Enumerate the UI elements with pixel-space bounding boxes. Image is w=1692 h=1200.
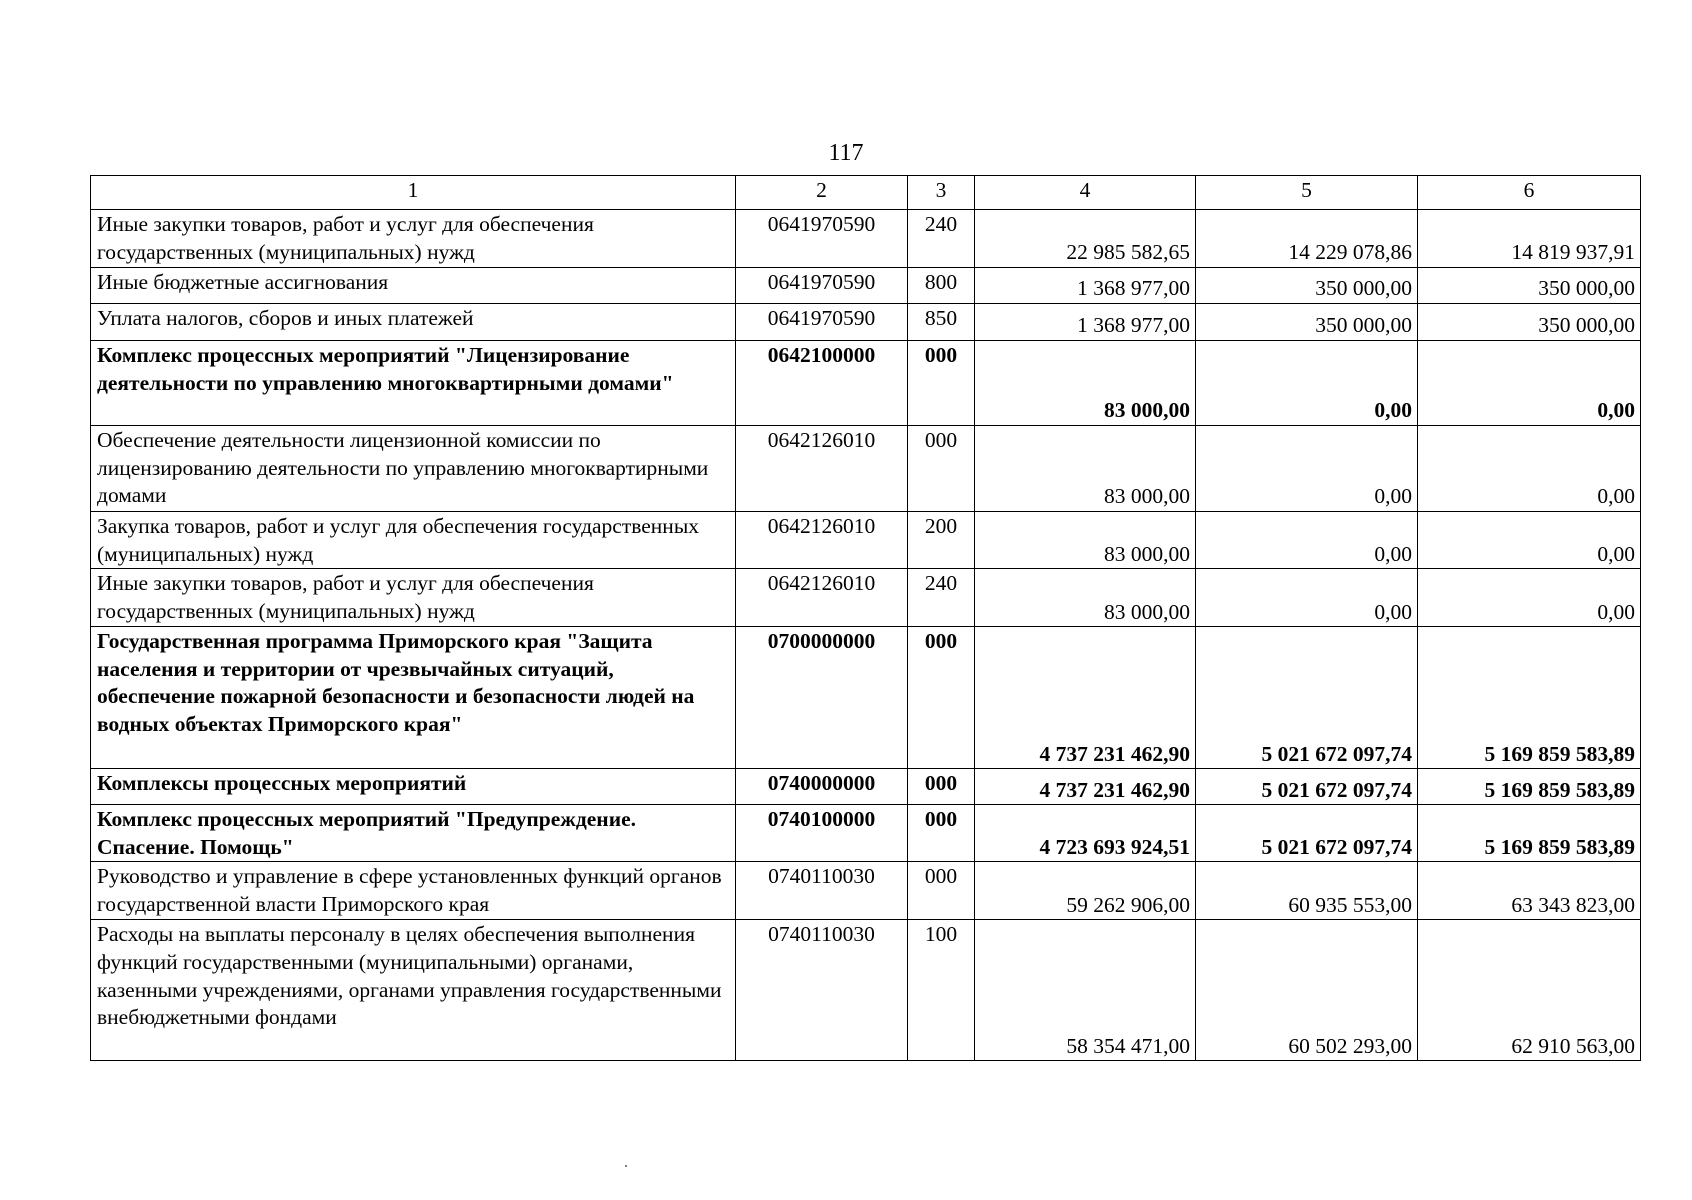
row-amount-col4: 4 723 693 924,51 [975, 805, 1196, 862]
row-amount-col4: 83 000,00 [975, 512, 1196, 569]
row-name: Комплекс процессных мероприятий "Предупреждение. Спасение. Помощь" [91, 805, 736, 862]
row-amount-col5: 0,00 [1196, 341, 1418, 426]
row-code: 0740110030 [736, 862, 908, 920]
row-expense-type: 000 [908, 627, 975, 769]
row-amount-col5: 5 021 672 097,74 [1196, 769, 1418, 805]
row-name: Расходы на выплаты персоналу в целях обеспечения выполнения функций государственными (муниципальными) органами, казенными учреждениями, органами управления государственными внебюджетными фондами [91, 920, 736, 1061]
row-amount-col6: 0,00 [1418, 512, 1641, 569]
row-amount-col5: 5 021 672 097,74 [1196, 805, 1418, 862]
budget-table [90, 175, 1641, 1061]
row-code: 0740000000 [736, 769, 908, 805]
row-amount-col5: 14 229 078,86 [1196, 210, 1418, 268]
row-code: 0642100000 [736, 341, 908, 426]
row-amount-col6: 0,00 [1418, 426, 1641, 512]
row-amount-col6: 0,00 [1418, 341, 1641, 426]
row-amount-col6: 5 169 859 583,89 [1418, 769, 1641, 805]
row-amount-col4: 1 368 977,00 [975, 304, 1196, 341]
row-code: 0642126010 [736, 512, 908, 569]
column-header: 6 [1418, 176, 1641, 210]
row-amount-col4: 83 000,00 [975, 426, 1196, 512]
table-row [91, 210, 1641, 268]
row-name: Обеспечение деятельности лицензионной комиссии по лицензированию деятельности по управлению многоквартирными домами [91, 426, 736, 512]
row-code: 0740110030 [736, 920, 908, 1061]
row-amount-col5: 60 502 293,00 [1196, 920, 1418, 1061]
column-header: 2 [736, 176, 908, 210]
row-name: Иные закупки товаров, работ и услуг для обеспечения государственных (муниципальных) нужд [91, 210, 736, 268]
row-expense-type: 800 [908, 268, 975, 304]
table-row [91, 805, 1641, 862]
row-amount-col4: 83 000,00 [975, 569, 1196, 627]
row-amount-col6: 0,00 [1418, 569, 1641, 627]
row-expense-type: 240 [908, 210, 975, 268]
column-header: 1 [91, 176, 736, 210]
row-name: Комплексы процессных мероприятий [91, 769, 736, 805]
row-expense-type: 000 [908, 862, 975, 920]
row-code: 0641970590 [736, 210, 908, 268]
row-name: Иные закупки товаров, работ и услуг для обеспечения государственных (муниципальных) нужд [91, 569, 736, 627]
table-row [91, 862, 1641, 920]
row-code: 0642126010 [736, 569, 908, 627]
table-row [91, 426, 1641, 512]
row-expense-type: 000 [908, 769, 975, 805]
table-header-row [91, 176, 1641, 210]
row-expense-type: 240 [908, 569, 975, 627]
table-row [91, 627, 1641, 769]
row-name: Государственная программа Приморского края "Защита населения и территории от чрезвычайных ситуаций, обеспечение пожарной безопасности и безопасности людей на водных объектах Приморского края" [91, 627, 736, 769]
column-header: 4 [975, 176, 1196, 210]
row-name: Уплата налогов, сборов и иных платежей [91, 304, 736, 341]
row-amount-col4: 4 737 231 462,90 [975, 627, 1196, 769]
row-amount-col4: 1 368 977,00 [975, 268, 1196, 304]
row-amount-col6: 350 000,00 [1418, 268, 1641, 304]
table-row [91, 268, 1641, 304]
row-expense-type: 000 [908, 341, 975, 426]
row-code: 0641970590 [736, 268, 908, 304]
row-amount-col4: 83 000,00 [975, 341, 1196, 426]
row-expense-type: 850 [908, 304, 975, 341]
row-amount-col5: 0,00 [1196, 512, 1418, 569]
table-row [91, 769, 1641, 805]
row-amount-col6: 350 000,00 [1418, 304, 1641, 341]
row-amount-col5: 0,00 [1196, 426, 1418, 512]
row-amount-col6: 62 910 563,00 [1418, 920, 1641, 1061]
row-name: Закупка товаров, работ и услуг для обеспечения государственных (муниципальных) нужд [91, 512, 736, 569]
table-row [91, 512, 1641, 569]
column-header: 3 [908, 176, 975, 210]
column-header: 5 [1196, 176, 1418, 210]
row-amount-col5: 5 021 672 097,74 [1196, 627, 1418, 769]
row-code: 0700000000 [736, 627, 908, 769]
table-row [91, 304, 1641, 341]
row-name: Комплекс процессных мероприятий "Лицензирование деятельности по управлению многоквартирными домами" [91, 341, 736, 426]
table-row [91, 341, 1641, 426]
row-amount-col4: 58 354 471,00 [975, 920, 1196, 1061]
table-row [91, 569, 1641, 627]
row-amount-col4: 59 262 906,00 [975, 862, 1196, 920]
row-expense-type: 000 [908, 805, 975, 862]
table-row [91, 920, 1641, 1061]
row-amount-col4: 4 737 231 462,90 [975, 769, 1196, 805]
row-code: 0641970590 [736, 304, 908, 341]
row-amount-col6: 14 819 937,91 [1418, 210, 1641, 268]
row-name: Иные бюджетные ассигнования [91, 268, 736, 304]
row-amount-col5: 350 000,00 [1196, 304, 1418, 341]
row-code: 0642126010 [736, 426, 908, 512]
row-amount-col5: 60 935 553,00 [1196, 862, 1418, 920]
row-amount-col5: 0,00 [1196, 569, 1418, 627]
row-amount-col6: 5 169 859 583,89 [1418, 805, 1641, 862]
scan-speck [625, 1165, 627, 1167]
row-amount-col6: 63 343 823,00 [1418, 862, 1641, 920]
row-expense-type: 200 [908, 512, 975, 569]
row-expense-type: 100 [908, 920, 975, 1061]
row-amount-col6: 5 169 859 583,89 [1418, 627, 1641, 769]
row-code: 0740100000 [736, 805, 908, 862]
row-amount-col4: 22 985 582,65 [975, 210, 1196, 268]
row-amount-col5: 350 000,00 [1196, 268, 1418, 304]
page-number: 117 [828, 140, 864, 166]
row-name: Руководство и управление в сфере установленных функций органов государственной власти Приморского края [91, 862, 736, 920]
row-expense-type: 000 [908, 426, 975, 512]
